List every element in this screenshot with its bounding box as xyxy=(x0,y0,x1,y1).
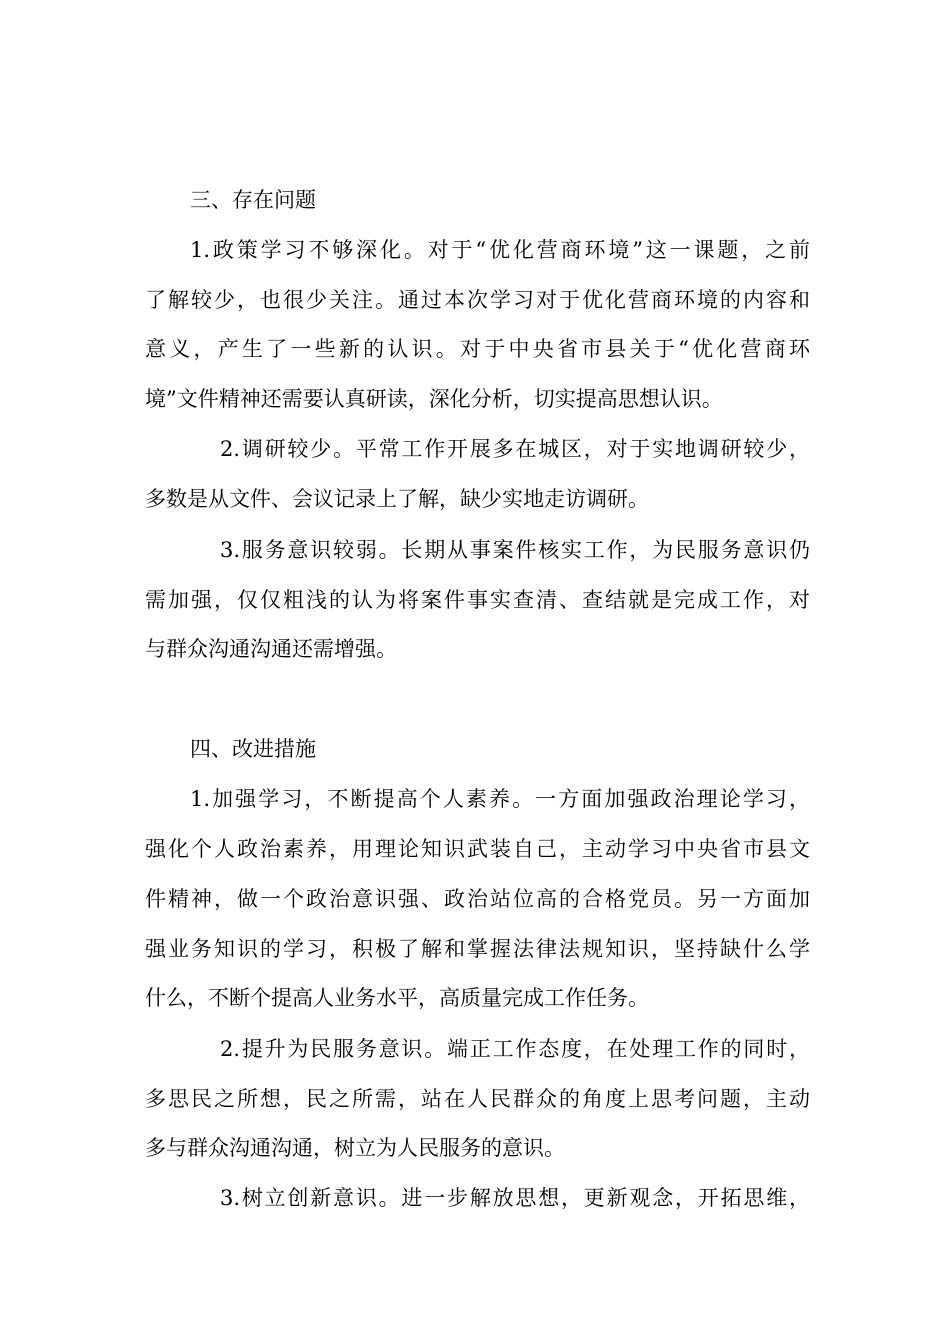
paragraph-line: 了解较少，也很少关注。通过本次学习对于优化营商环境的内容和 xyxy=(145,288,810,312)
paragraph-line: 2.提升为民服务意识。端正工作态度，在处理工作的同时， xyxy=(220,1037,810,1061)
paragraph-line: 什么，不断个提高人业务水平，高质量完成工作任务。 xyxy=(145,986,649,1010)
paragraph-line: 多与群众沟通沟通，树立为人民服务的意识。 xyxy=(145,1136,565,1160)
paragraph-line: 件精神，做一个政治意识强、政治站位高的合格党员。另一方面加 xyxy=(145,887,810,911)
paragraph-line: 境”文件精神还需要认真研读，深化分析，切实提高思想认识。 xyxy=(145,387,723,411)
paragraph-line: 强化个人政治素养，用理论知识武装自己，主动学习中央省市县文 xyxy=(145,837,810,861)
paragraph-line: 需加强，仅仅粗浅的认为将案件事实查清、查结就是完成工作，对 xyxy=(145,588,810,612)
paragraph-line: 1.加强学习，不断提高个人素养。一方面加强政治理论学习， xyxy=(190,787,810,811)
paragraph-line: 多思民之所想，民之所需，站在人民群众的角度上思考问题，主动 xyxy=(145,1087,810,1111)
paragraph-line: 3.树立创新意识。进一步解放思想，更新观念，开拓思维， xyxy=(220,1186,810,1210)
section-heading-problems: 三、存在问题 xyxy=(190,188,316,212)
section-heading-measures: 四、改进措施 xyxy=(190,737,316,761)
paragraph-line: 3.服务意识较弱。长期从事案件核实工作，为民服务意识仍 xyxy=(220,538,810,562)
paragraph-line: 强业务知识的学习，积极了解和掌握法律法规知识，坚持缺什么学 xyxy=(145,937,810,961)
paragraph-line: 意义，产生了一些新的认识。对于中央省市县关于“优化营商环 xyxy=(145,337,810,361)
paragraph-line: 与群众沟通沟通还需增强。 xyxy=(145,637,397,661)
paragraph-line: 1.政策学习不够深化。对于“优化营商环境”这一课题，之前 xyxy=(190,238,810,262)
paragraph-line: 2.调研较少。平常工作开展多在城区，对于实地调研较少， xyxy=(220,437,810,461)
paragraph-line: 多数是从文件、会议记录上了解，缺少实地走访调研。 xyxy=(145,487,649,511)
